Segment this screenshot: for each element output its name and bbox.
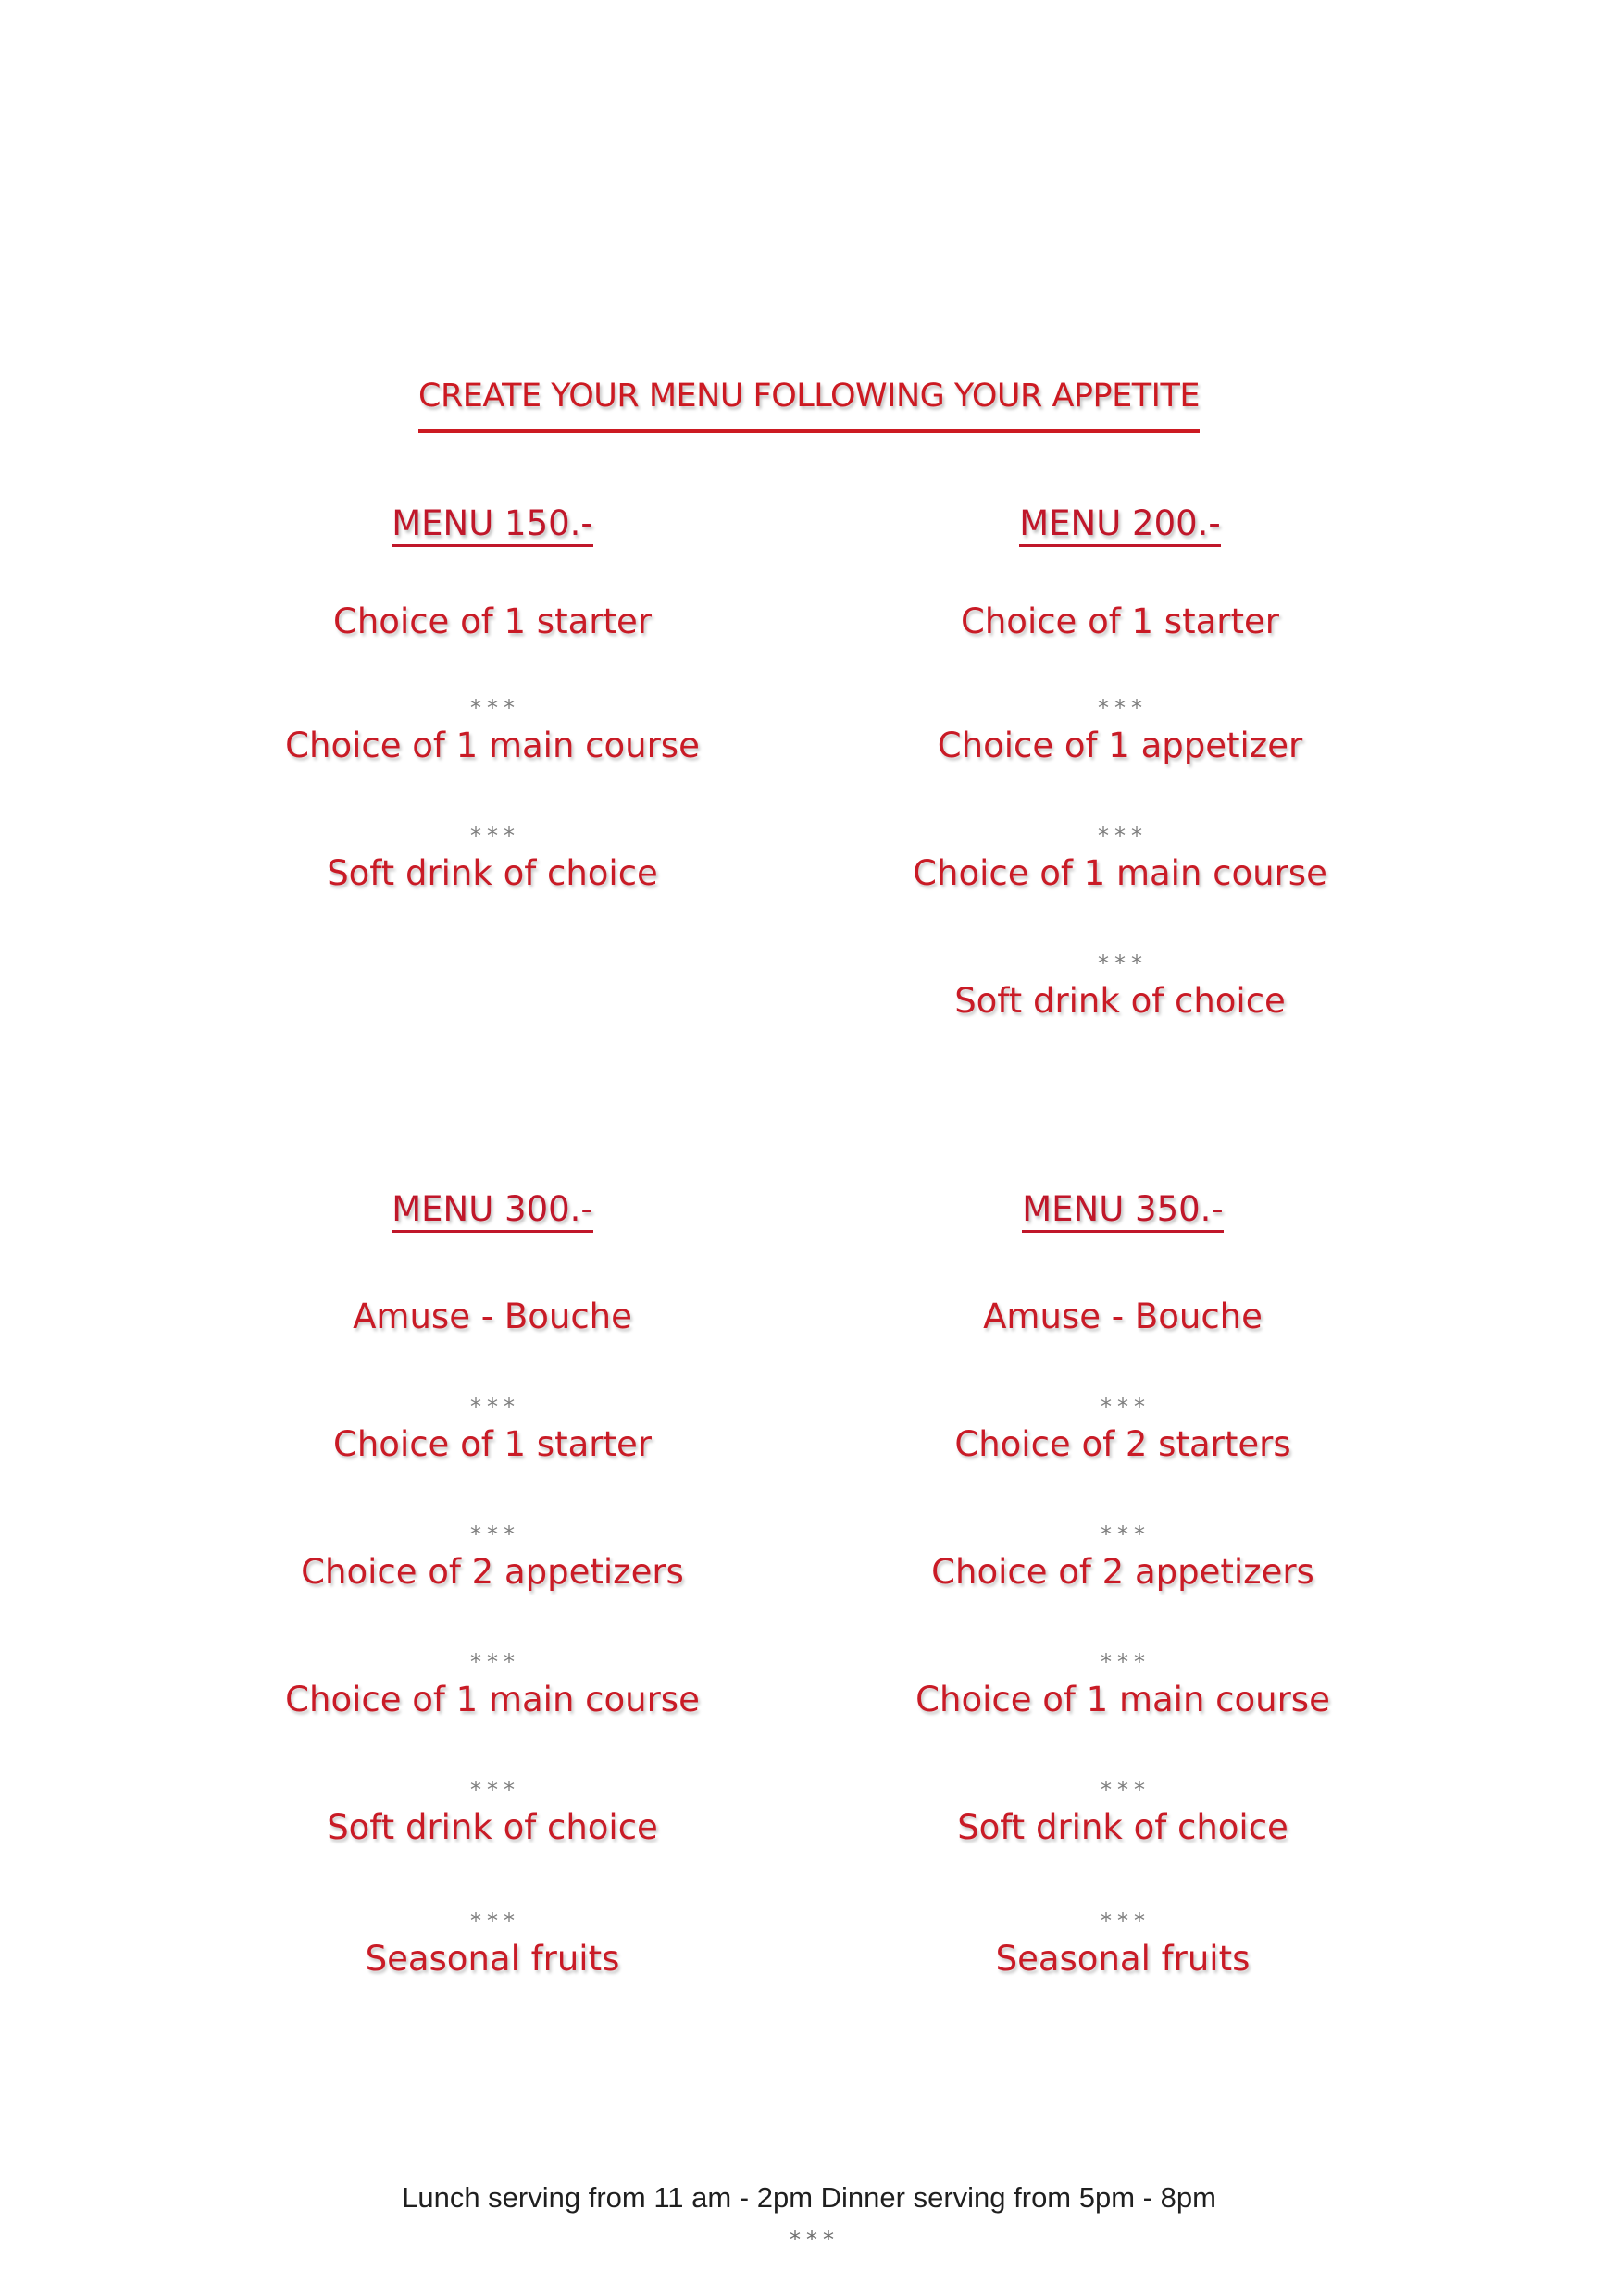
page-title — [0, 368, 1618, 433]
menu-course: Choice of 1 main course — [913, 853, 1327, 893]
course-separator: *** — [470, 823, 520, 849]
menu-200 — [824, 503, 1416, 1024]
menu-course: Soft drink of choice — [327, 853, 658, 893]
course-separator: *** — [1101, 1777, 1151, 1803]
menu-heading: MENU 350.- — [827, 1188, 1419, 1244]
course-separator: *** — [470, 1521, 520, 1547]
menu-course: Soft drink of choice — [954, 981, 1286, 1021]
menu-course: Choice of 1 main course — [915, 1680, 1330, 1719]
menu-300 — [196, 1188, 789, 1982]
menu-course: Choice of 1 starter — [961, 602, 1279, 641]
menu-course: Choice of 2 appetizers — [301, 1552, 684, 1592]
course-separator: *** — [470, 1777, 520, 1803]
course-separator: *** — [470, 695, 520, 721]
course-separator: *** — [470, 1394, 520, 1420]
course-separator: *** — [1098, 823, 1148, 849]
menu-course: Soft drink of choice — [327, 1807, 658, 1847]
menu-course: Choice of 1 starter — [333, 1424, 652, 1464]
course-separator: *** — [1098, 950, 1148, 976]
menu-course: Choice of 1 starter — [333, 602, 652, 641]
menu-course: Seasonal fruits — [995, 1939, 1251, 1979]
menu-course: Choice of 1 main course — [285, 726, 700, 765]
course-separator: *** — [470, 1908, 520, 1934]
menu-course: Choice of 1 main course — [285, 1680, 700, 1719]
menu-heading: MENU 300.- — [196, 1188, 789, 1244]
course-separator: *** — [470, 1649, 520, 1675]
menu-course: Choice of 2 starters — [954, 1424, 1291, 1464]
menu-course: Amuse - Bouche — [983, 1297, 1263, 1336]
menu-150 — [196, 503, 789, 897]
course-separator: *** — [1098, 695, 1148, 721]
menu-heading: MENU 150.- — [196, 503, 789, 558]
menu-course: Soft drink of choice — [957, 1807, 1288, 1847]
course-separator: *** — [1101, 1521, 1151, 1547]
menu-course: Amuse - Bouche — [353, 1297, 632, 1336]
footer-separator: *** — [790, 2227, 840, 2253]
menu-heading: MENU 200.- — [824, 503, 1416, 558]
menu-350 — [827, 1188, 1419, 1982]
page-title-text: CREATE YOUR MENU FOLLOWING YOUR APPETITE — [418, 368, 1200, 433]
menu-course: Choice of 2 appetizers — [931, 1552, 1314, 1592]
course-separator: *** — [1101, 1394, 1151, 1420]
menu-course: Choice of 1 appetizer — [937, 726, 1303, 765]
serving-hours: Lunch serving from 11 am - 2pm Dinner serving from 5pm - 8pm — [402, 2181, 1216, 2214]
course-separator: *** — [1101, 1649, 1151, 1675]
menu-course: Seasonal fruits — [365, 1939, 620, 1979]
course-separator: *** — [1101, 1908, 1151, 1934]
